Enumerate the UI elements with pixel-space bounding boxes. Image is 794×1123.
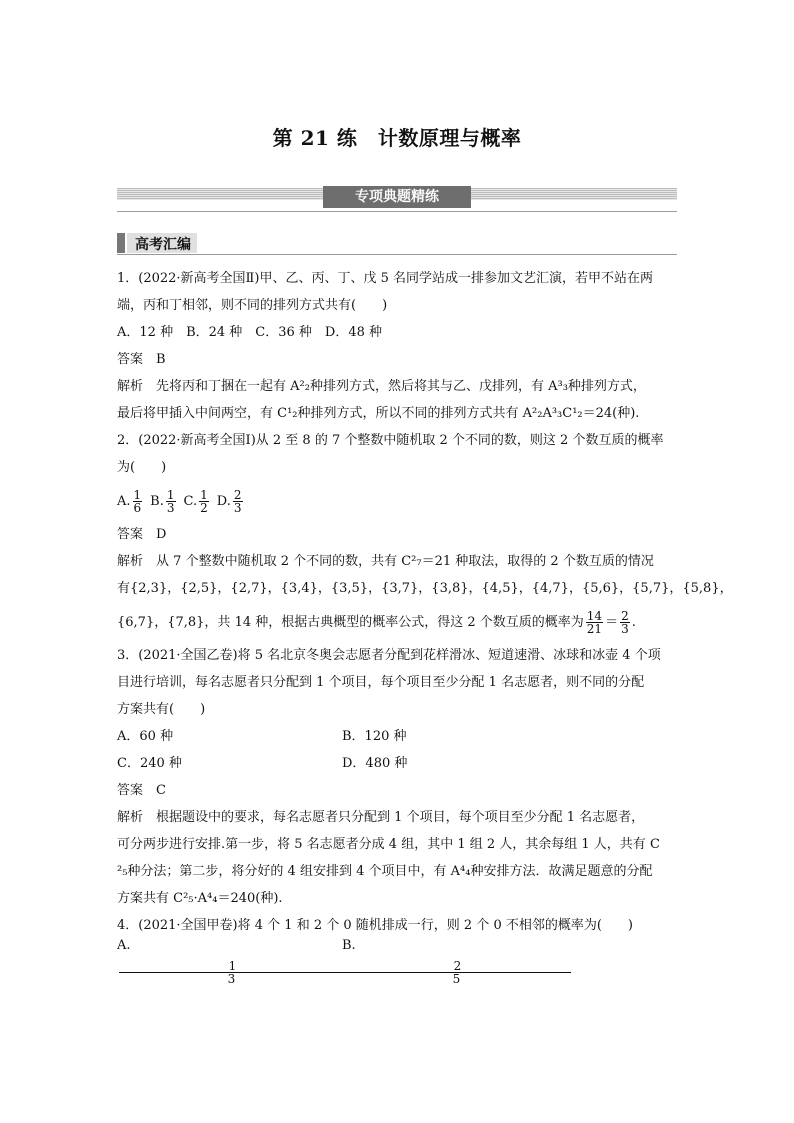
option-letter: A. [117, 938, 131, 953]
numerator: 2 [344, 960, 571, 973]
q2-option-a [117, 488, 144, 515]
q1-line2: 端，丙和丁相邻，则不同的排列方式共有( ) [117, 298, 388, 313]
analysis-label: 解析 [117, 810, 144, 825]
q3-line1: 3．(2021·全国乙卷)将 5 名北京冬奥会志愿者分配到花样滑冰、短道速滑、冰球和冰壶 4 个项 [117, 648, 661, 663]
numerator: 14 [586, 608, 603, 623]
fraction [166, 489, 176, 514]
denominator: 5 [452, 972, 461, 986]
analysis-text: 先将丙和丁捆在一起有 A²₂种排列方式，然后将其与乙、戊排列，有 A³₃种排列方式， [156, 379, 646, 394]
q2-option-b [150, 488, 177, 515]
fraction [119, 960, 344, 985]
denominator: 3 [227, 972, 236, 986]
section-marker [117, 233, 125, 253]
fraction [344, 960, 569, 985]
equals-sign: ＝ [605, 614, 619, 630]
answer-value: B [156, 352, 166, 367]
option-letter: B. [342, 938, 356, 953]
analysis-label: 解析 [117, 554, 144, 569]
answer-label: 答案 [117, 527, 144, 542]
section-label: 高考汇编 [135, 237, 191, 253]
section-header [117, 233, 677, 255]
option-letter: B. [150, 493, 164, 509]
document-body [117, 265, 733, 986]
numerator: 1 [133, 487, 142, 502]
section-banner [117, 182, 677, 212]
numerator: 1 [166, 487, 175, 502]
numerator: 1 [119, 960, 346, 973]
numerator: 2 [621, 608, 629, 623]
q1-answer [117, 346, 679, 373]
q2-analysis1 [117, 548, 679, 575]
q3-answer [117, 777, 679, 804]
q4-option-b [342, 932, 567, 986]
denominator: 6 [133, 500, 142, 515]
denominator: 3 [166, 500, 175, 515]
analysis-text: 从 7 个整数中随机取 2 个不同的数，共有 C²₇＝21 种取法，取得的 2 个数互质的情况 [156, 554, 654, 569]
q3-option-d: D．480 种 [342, 756, 408, 771]
section-rule [117, 254, 677, 255]
option-letter: C. [183, 493, 198, 509]
q2-line2: 为( ) [117, 460, 167, 475]
numerator: 1 [200, 487, 208, 502]
q3-analysis4: 方案共有 C²₅·A⁴₄＝240(种). [117, 891, 283, 906]
q3-option-b: B．120 种 [342, 729, 407, 744]
denominator: 21 [586, 621, 603, 636]
denominator: 2 [200, 500, 208, 515]
answer-value: D [156, 527, 167, 542]
answer-value: C [156, 783, 166, 798]
q4-options [117, 938, 679, 986]
option-letter: D. [216, 493, 231, 509]
q3-line2: 目进行培训，每名志愿者只分配到 1 个项目，每个项目至少分配 1 名志愿者，则不同的分配 [117, 675, 645, 690]
q3-options-row2 [117, 750, 679, 777]
banner-label: 专项典题精练 [323, 186, 471, 208]
analysis-text: {6,7}，{7,8}，共 14 种，根据古典概型的概率公式，得这 2 个数互质的概率为 [117, 614, 584, 630]
answer-label: 答案 [117, 352, 144, 367]
denominator: 3 [621, 621, 629, 636]
q2-option-d [217, 488, 245, 515]
q3-line3: 方案共有( ) [117, 702, 206, 717]
q4-line1: 4．(2021·全国甲卷)将 4 个 1 和 2 个 0 随机排成一行，则 2 个 0 不相邻的概率为( ) [117, 918, 633, 933]
fraction [620, 610, 630, 635]
q3-analysis1 [117, 804, 679, 831]
option-letter: A. [117, 493, 131, 509]
q2-option-c [184, 488, 211, 515]
q3-option-a: A．60 种 [117, 729, 174, 744]
q2-analysis3 [117, 602, 679, 642]
fraction [233, 489, 243, 514]
period: . [631, 614, 636, 630]
q3-options-row1 [117, 723, 679, 750]
q2-analysis2: 有{2,3}，{2,5}，{2,7}，{3,4}，{3,5}，{3,7}，{3,8}，{4,5}，{4,7}，{5,6}，{5,7}，{5,8}， [117, 581, 733, 596]
q1-options: A．12 种 B．24 种 C．36 种 D．48 种 [117, 325, 383, 340]
numerator: 2 [233, 487, 242, 502]
q4-option-a [117, 932, 342, 986]
q2-line1: 2．(2022·新高考全国Ⅰ)从 2 至 8 的 7 个整数中随机取 2 个不同的数，则这 2 个数互质的概率 [117, 433, 664, 448]
q3-analysis3: ²₅种分法；第二步，将分好的 4 组安排到 4 个项目中，有 A⁴₄种安排方法．故满足题意的分配 [117, 864, 653, 879]
banner-rule [117, 211, 677, 212]
q1-analysis1 [117, 373, 679, 400]
answer-label: 答案 [117, 783, 144, 798]
q3-option-c: C．240 种 [117, 756, 182, 771]
analysis-text: 根据题设中的要求，每名志愿者只分配到 1 个项目，每个项目至少分配 1 名志愿者， [156, 810, 645, 825]
q2-options [117, 481, 679, 521]
denominator: 3 [233, 500, 242, 515]
q3-analysis2: 可分两步进行安排.第一步，将 5 名志愿者分成 4 组，其中 1 组 2 人，其余每组 1 人，共有 C [117, 837, 660, 852]
q1-analysis2: 最后将甲插入中间两空，有 C¹₂种排列方式，所以不同的排列方式共有 A²₂A³₃C¹₂＝24(种). [117, 406, 640, 421]
fraction [586, 610, 603, 635]
q1-line1: 1．(2022·新高考全国Ⅱ)甲、乙、丙、丁、戊 5 名同学站成一排参加文艺汇演，若甲不站在两 [117, 271, 654, 286]
analysis-label: 解析 [117, 379, 144, 394]
q2-answer [117, 521, 679, 548]
page-title: 第 21 练 计数原理与概率 [272, 126, 522, 150]
fraction [199, 489, 209, 514]
fraction [133, 489, 143, 514]
